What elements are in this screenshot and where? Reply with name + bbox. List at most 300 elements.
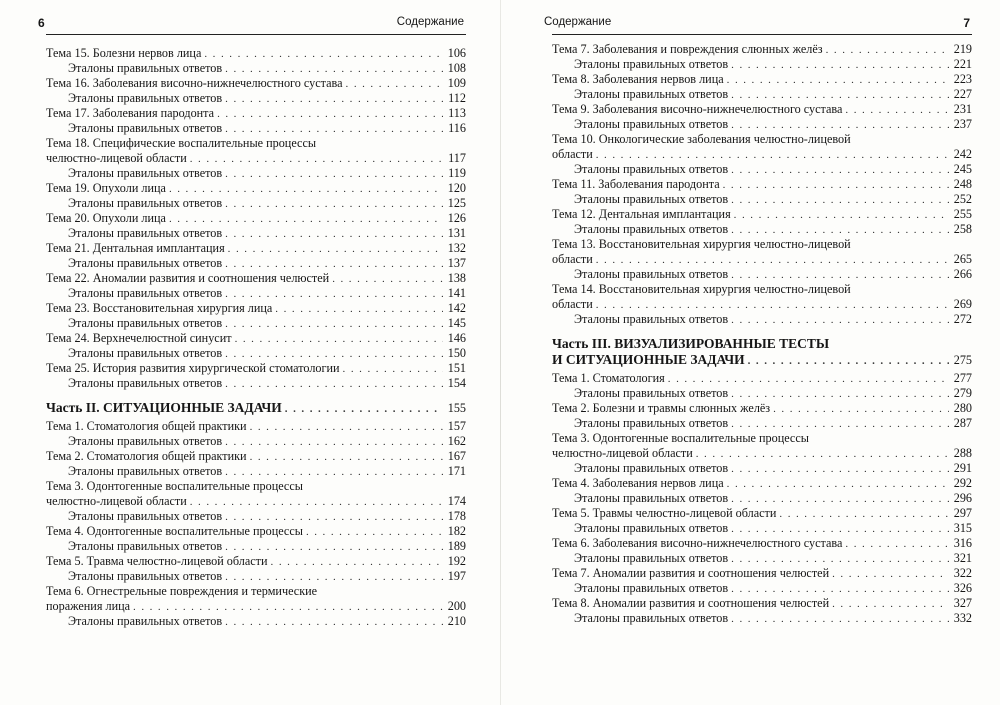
right-page bbox=[544, 0, 972, 705]
answer-key-entry bbox=[46, 464, 466, 479]
entry-title: Эталоны правильных ответов bbox=[574, 551, 729, 565]
toc-row bbox=[68, 614, 466, 629]
part-heading bbox=[46, 400, 466, 416]
toc-row bbox=[552, 102, 972, 117]
entry-page-number: 112 bbox=[448, 91, 466, 105]
entry-title: Тема 16. Заболевания височно-нижнечелюстного сустава bbox=[46, 76, 343, 90]
answer-key-entry bbox=[46, 91, 466, 106]
toc-row bbox=[68, 196, 466, 211]
entry-page-number: 119 bbox=[448, 166, 466, 180]
entry-title: Эталоны правильных ответов bbox=[68, 316, 223, 330]
toc-row bbox=[68, 61, 466, 76]
toc-row bbox=[574, 312, 972, 327]
dot-leader bbox=[731, 223, 949, 238]
entry-page-number: 145 bbox=[447, 316, 466, 330]
entry-title-line: Тема 14. Восстановительная хирургия челюстно-лицевой bbox=[552, 282, 851, 296]
topic-entry bbox=[552, 431, 972, 461]
dot-leader bbox=[169, 182, 443, 197]
answer-key-entry bbox=[552, 192, 972, 207]
toc-row bbox=[552, 177, 972, 192]
entry-page-number: 109 bbox=[447, 76, 466, 90]
entry-title: Тема 15. Болезни нервов лица bbox=[46, 46, 202, 60]
entry-title: Тема 12. Дентальная имплантация bbox=[552, 207, 731, 221]
entry-title: Тема 23. Восстановительная хирургия лица bbox=[46, 301, 273, 315]
dot-leader bbox=[731, 313, 949, 328]
topic-entry bbox=[46, 584, 466, 614]
entry-page-number: 272 bbox=[953, 312, 972, 326]
entry-page-number: 117 bbox=[448, 151, 466, 165]
entry-title: Эталоны правильных ответов bbox=[574, 312, 729, 326]
toc-row bbox=[46, 494, 466, 509]
entry-title: Эталоны правильных ответов bbox=[68, 121, 223, 135]
entry-title: области bbox=[552, 147, 593, 161]
topic-entry bbox=[46, 554, 466, 569]
entry-page-number: 227 bbox=[953, 87, 972, 101]
entry-page-number: 116 bbox=[448, 121, 466, 135]
dot-leader bbox=[826, 43, 949, 58]
dot-leader bbox=[306, 525, 443, 540]
topic-entry bbox=[46, 136, 466, 166]
toc-row bbox=[46, 76, 466, 91]
toc-row bbox=[552, 506, 972, 521]
toc-row bbox=[46, 241, 466, 256]
toc-row bbox=[552, 297, 972, 312]
entry-page-number: 321 bbox=[953, 551, 972, 565]
dot-leader bbox=[204, 47, 443, 62]
answer-key-entry bbox=[552, 611, 972, 626]
dot-leader bbox=[731, 193, 949, 208]
dot-leader bbox=[731, 118, 949, 133]
dot-leader bbox=[225, 377, 443, 392]
answer-key-entry bbox=[552, 267, 972, 282]
entry-title: Тема 24. Верхнечелюстной синусит bbox=[46, 331, 232, 345]
topic-entry bbox=[46, 46, 466, 61]
dot-leader bbox=[845, 103, 949, 118]
answer-key-entry bbox=[46, 614, 466, 629]
topic-entry bbox=[46, 106, 466, 121]
dot-leader bbox=[596, 148, 949, 163]
entry-title: Тема 1. Стоматология общей практики bbox=[46, 419, 247, 433]
entry-title: поражения лица bbox=[46, 599, 131, 613]
dot-leader bbox=[731, 492, 949, 507]
dot-leader bbox=[235, 332, 443, 347]
topic-entry bbox=[552, 102, 972, 117]
topic-entry bbox=[46, 479, 466, 509]
entry-page-number: 126 bbox=[447, 211, 466, 225]
toc-row bbox=[46, 106, 466, 121]
topic-entry bbox=[46, 271, 466, 286]
toc-row bbox=[552, 596, 972, 611]
dot-leader bbox=[731, 552, 949, 567]
topic-entry bbox=[46, 301, 466, 316]
answer-key-entry bbox=[46, 256, 466, 271]
table-of-contents bbox=[46, 46, 466, 629]
dot-leader bbox=[225, 510, 443, 525]
entry-title: челюстно-лицевой области bbox=[46, 151, 187, 165]
answer-key-entry bbox=[552, 57, 972, 72]
entry-title: Тема 21. Дентальная имплантация bbox=[46, 241, 225, 255]
entry-title: Тема 20. Опухоли лица bbox=[46, 211, 166, 225]
entry-title: Эталоны правильных ответов bbox=[68, 539, 223, 553]
entry-title: Эталоны правильных ответов bbox=[574, 222, 729, 236]
entry-page-number: 237 bbox=[953, 117, 972, 131]
topic-entry bbox=[552, 476, 972, 491]
toc-row bbox=[46, 400, 466, 416]
entry-title: Эталоны правильных ответов bbox=[68, 166, 223, 180]
dot-leader bbox=[727, 477, 949, 492]
toc-row bbox=[46, 46, 466, 61]
toc-row bbox=[46, 361, 466, 376]
toc-row bbox=[68, 569, 466, 584]
toc-row bbox=[574, 386, 972, 401]
toc-row bbox=[574, 611, 972, 626]
answer-key-entry bbox=[552, 491, 972, 506]
toc-row bbox=[46, 599, 466, 614]
toc-row bbox=[574, 117, 972, 132]
toc-row bbox=[46, 181, 466, 196]
entry-page-number: 151 bbox=[447, 361, 466, 375]
entry-page-number: 138 bbox=[447, 271, 466, 285]
toc-row bbox=[68, 166, 466, 181]
dot-leader bbox=[731, 582, 949, 597]
toc-row bbox=[68, 226, 466, 241]
entry-title-line: Тема 3. Одонтогенные воспалительные процессы bbox=[46, 479, 303, 493]
toc-row bbox=[574, 267, 972, 282]
dot-leader bbox=[271, 555, 443, 570]
entry-page-number: 280 bbox=[953, 401, 972, 415]
toc-row bbox=[46, 151, 466, 166]
dot-leader bbox=[225, 257, 443, 272]
entry-title: Эталоны правильных ответов bbox=[574, 87, 729, 101]
topic-entry bbox=[46, 331, 466, 346]
toc-row bbox=[574, 416, 972, 431]
toc-row bbox=[552, 352, 972, 368]
topic-entry bbox=[552, 282, 972, 312]
dot-leader bbox=[169, 212, 443, 227]
entry-title: Тема 8. Аномалии развития и соотношения челюстей bbox=[552, 596, 830, 610]
entry-title-line: Тема 10. Онкологические заболевания челюстно-лицевой bbox=[552, 132, 851, 146]
dot-leader bbox=[343, 362, 443, 377]
toc-row bbox=[574, 222, 972, 237]
dot-leader bbox=[225, 347, 443, 362]
topic-entry bbox=[552, 371, 972, 386]
entry-title: Тема 6. Заболевания височно-нижнечелюстного сустава bbox=[552, 536, 843, 550]
dot-leader bbox=[225, 435, 443, 450]
entry-title-line: Часть III. ВИЗУАЛИЗИРОВАННЫЕ ТЕСТЫ bbox=[552, 336, 830, 351]
running-header bbox=[38, 16, 466, 35]
toc-row bbox=[46, 524, 466, 539]
entry-title: Тема 25. История развития хирургической стоматологии bbox=[46, 361, 340, 375]
toc-row bbox=[46, 301, 466, 316]
toc-row bbox=[552, 536, 972, 551]
toc-row bbox=[574, 192, 972, 207]
dot-leader bbox=[133, 600, 443, 615]
entry-page-number: 248 bbox=[953, 177, 972, 191]
entry-title: Тема 4. Заболевания нервов лица bbox=[552, 476, 724, 490]
toc-row bbox=[552, 207, 972, 222]
toc-row bbox=[552, 446, 972, 461]
entry-title: Эталоны правильных ответов bbox=[68, 376, 223, 390]
topic-entry bbox=[46, 76, 466, 91]
dot-leader bbox=[727, 73, 949, 88]
dot-leader bbox=[832, 597, 949, 612]
entry-page-number: 252 bbox=[953, 192, 972, 206]
entry-page-number: 242 bbox=[953, 147, 972, 161]
entry-title: Эталоны правильных ответов bbox=[68, 226, 223, 240]
toc-row bbox=[68, 316, 466, 331]
entry-page-number: 125 bbox=[447, 196, 466, 210]
dot-leader bbox=[225, 570, 443, 585]
entry-page-number: 288 bbox=[953, 446, 972, 460]
toc-row bbox=[68, 91, 466, 106]
topic-entry bbox=[46, 361, 466, 376]
dot-leader bbox=[250, 450, 443, 465]
table-of-contents bbox=[552, 42, 972, 626]
entry-page-number: 297 bbox=[953, 506, 972, 520]
answer-key-entry bbox=[552, 581, 972, 596]
entry-page-number: 157 bbox=[447, 419, 466, 433]
topic-entry bbox=[46, 181, 466, 196]
toc-row bbox=[574, 491, 972, 506]
entry-page-number: 210 bbox=[447, 614, 466, 628]
entry-title: Тема 11. Заболевания пародонта bbox=[552, 177, 720, 191]
toc-row bbox=[46, 211, 466, 226]
entry-page-number: 326 bbox=[953, 581, 972, 595]
entry-title: И СИТУАЦИОННЫЕ ЗАДАЧИ bbox=[552, 352, 745, 367]
entry-page-number: 275 bbox=[953, 353, 972, 367]
dot-leader bbox=[731, 417, 949, 432]
dot-leader bbox=[731, 58, 949, 73]
toc-row bbox=[46, 419, 466, 434]
entry-title: Тема 5. Травма челюстно-лицевой области bbox=[46, 554, 268, 568]
entry-page-number: 200 bbox=[447, 599, 466, 613]
entry-page-number: 155 bbox=[447, 401, 466, 415]
answer-key-entry bbox=[552, 222, 972, 237]
toc-row bbox=[552, 72, 972, 87]
toc-row bbox=[68, 376, 466, 391]
entry-title: Эталоны правильных ответов bbox=[574, 491, 729, 505]
answer-key-entry bbox=[46, 121, 466, 136]
dot-leader bbox=[225, 287, 443, 302]
entry-page-number: 146 bbox=[447, 331, 466, 345]
dot-leader bbox=[190, 495, 443, 510]
toc-row bbox=[574, 581, 972, 596]
topic-entry bbox=[552, 536, 972, 551]
entry-page-number: 316 bbox=[953, 536, 972, 550]
topic-entry bbox=[46, 211, 466, 226]
dot-leader bbox=[731, 612, 949, 627]
entry-title: Тема 2. Стоматология общей практики bbox=[46, 449, 247, 463]
answer-key-entry bbox=[46, 539, 466, 554]
entry-page-number: 141 bbox=[447, 286, 466, 300]
topic-entry bbox=[552, 132, 972, 162]
toc-row bbox=[68, 256, 466, 271]
dot-leader bbox=[228, 242, 443, 257]
entry-title: челюстно-лицевой области bbox=[46, 494, 187, 508]
toc-row bbox=[68, 346, 466, 361]
toc-row bbox=[46, 271, 466, 286]
running-title: Содержание bbox=[544, 16, 612, 28]
toc-row bbox=[68, 434, 466, 449]
toc-row bbox=[68, 121, 466, 136]
dot-leader bbox=[723, 178, 949, 193]
entry-title: Тема 1. Стоматология bbox=[552, 371, 665, 385]
page-number: 6 bbox=[38, 16, 45, 30]
dot-leader bbox=[773, 402, 949, 417]
dot-leader bbox=[225, 540, 443, 555]
dot-leader bbox=[731, 462, 949, 477]
answer-key-entry bbox=[552, 386, 972, 401]
dot-leader bbox=[668, 372, 949, 387]
entry-title: Тема 22. Аномалии развития и соотношения челюстей bbox=[46, 271, 330, 285]
entry-page-number: 223 bbox=[953, 72, 972, 86]
entry-title: Эталоны правильных ответов bbox=[68, 509, 223, 523]
answer-key-entry bbox=[46, 346, 466, 361]
toc-row bbox=[552, 42, 972, 57]
entry-page-number: 108 bbox=[447, 61, 466, 75]
running-header bbox=[544, 16, 972, 35]
entry-title: Эталоны правильных ответов bbox=[68, 286, 223, 300]
entry-title-line: Тема 6. Огнестрельные повреждения и термические bbox=[46, 584, 318, 598]
entry-page-number: 219 bbox=[953, 42, 972, 56]
answer-key-entry bbox=[552, 461, 972, 476]
dot-leader bbox=[731, 268, 949, 283]
toc-row bbox=[574, 162, 972, 177]
entry-title: Тема 8. Заболевания нервов лица bbox=[552, 72, 724, 86]
entry-title: Эталоны правильных ответов bbox=[574, 267, 729, 281]
dot-leader bbox=[285, 401, 443, 417]
topic-entry bbox=[46, 419, 466, 434]
entry-title: Эталоны правильных ответов bbox=[68, 256, 223, 270]
part-heading bbox=[552, 336, 972, 368]
dot-leader bbox=[748, 353, 949, 369]
topic-entry bbox=[46, 524, 466, 539]
entry-title-line: Тема 3. Одонтогенные воспалительные процессы bbox=[552, 431, 809, 445]
dot-leader bbox=[731, 387, 949, 402]
dot-leader bbox=[225, 92, 443, 107]
entry-page-number: 255 bbox=[953, 207, 972, 221]
toc-row bbox=[552, 252, 972, 267]
entry-title: Эталоны правильных ответов bbox=[574, 581, 729, 595]
entry-title: Тема 17. Заболевания пародонта bbox=[46, 106, 215, 120]
entry-title: Тема 4. Одонтогенные воспалительные процессы bbox=[46, 524, 303, 538]
toc-row bbox=[552, 566, 972, 581]
entry-title: Эталоны правильных ответов bbox=[68, 61, 223, 75]
entry-title: Тема 9. Заболевания височно-нижнечелюстного сустава bbox=[552, 102, 843, 116]
dot-leader bbox=[225, 62, 443, 77]
entry-page-number: 287 bbox=[953, 416, 972, 430]
dot-leader bbox=[275, 302, 443, 317]
entry-page-number: 142 bbox=[447, 301, 466, 315]
dot-leader bbox=[346, 77, 443, 92]
entry-page-number: 332 bbox=[953, 611, 972, 625]
toc-row bbox=[46, 554, 466, 569]
topic-entry bbox=[46, 449, 466, 464]
entry-title: Тема 19. Опухоли лица bbox=[46, 181, 166, 195]
page-number: 7 bbox=[963, 16, 970, 30]
answer-key-entry bbox=[46, 509, 466, 524]
toc-row bbox=[68, 539, 466, 554]
toc-row bbox=[552, 401, 972, 416]
dot-leader bbox=[832, 567, 949, 582]
entry-title: Эталоны правильных ответов bbox=[574, 192, 729, 206]
entry-title: Тема 2. Болезни и травмы слюнных желёз bbox=[552, 401, 771, 415]
entry-title-line: Тема 18. Специфические воспалительные процессы bbox=[46, 136, 317, 150]
topic-entry bbox=[552, 237, 972, 267]
dot-leader bbox=[845, 537, 949, 552]
answer-key-entry bbox=[46, 569, 466, 584]
answer-key-entry bbox=[552, 551, 972, 566]
entry-title: области bbox=[552, 297, 593, 311]
entry-page-number: 292 bbox=[953, 476, 972, 490]
toc-row bbox=[574, 521, 972, 536]
toc-row bbox=[68, 286, 466, 301]
answer-key-entry bbox=[552, 162, 972, 177]
running-title: Содержание bbox=[396, 16, 464, 28]
answer-key-entry bbox=[46, 166, 466, 181]
answer-key-entry bbox=[46, 434, 466, 449]
dot-leader bbox=[250, 420, 443, 435]
entry-title-line: Тема 13. Восстановительная хирургия челюстно-лицевой bbox=[552, 237, 851, 251]
entry-title: Эталоны правильных ответов bbox=[68, 614, 223, 628]
entry-page-number: 322 bbox=[953, 566, 972, 580]
entry-title: Эталоны правильных ответов bbox=[574, 57, 729, 71]
dot-leader bbox=[779, 507, 949, 522]
entry-title: челюстно-лицевой области bbox=[552, 446, 693, 460]
entry-page-number: 192 bbox=[447, 554, 466, 568]
topic-entry bbox=[552, 72, 972, 87]
entry-page-number: 132 bbox=[447, 241, 466, 255]
entry-title: Эталоны правильных ответов bbox=[574, 386, 729, 400]
toc-row bbox=[574, 551, 972, 566]
dot-leader bbox=[332, 272, 443, 287]
dot-leader bbox=[225, 317, 443, 332]
entry-page-number: 258 bbox=[953, 222, 972, 236]
toc-row bbox=[552, 476, 972, 491]
entry-title: Эталоны правильных ответов bbox=[574, 461, 729, 475]
toc-row bbox=[46, 449, 466, 464]
left-page bbox=[38, 0, 466, 705]
entry-title: Эталоны правильных ответов bbox=[574, 117, 729, 131]
dot-leader bbox=[734, 208, 949, 223]
entry-page-number: 197 bbox=[447, 569, 466, 583]
topic-entry bbox=[552, 506, 972, 521]
answer-key-entry bbox=[46, 316, 466, 331]
entry-title: Тема 7. Аномалии развития и соотношения челюстей bbox=[552, 566, 830, 580]
answer-key-entry bbox=[552, 416, 972, 431]
toc-row bbox=[552, 371, 972, 386]
book-gutter bbox=[500, 0, 501, 705]
toc-row bbox=[68, 464, 466, 479]
toc-row bbox=[46, 331, 466, 346]
answer-key-entry bbox=[552, 521, 972, 536]
dot-leader bbox=[225, 465, 443, 480]
topic-entry bbox=[552, 401, 972, 416]
entry-title: Эталоны правильных ответов bbox=[68, 346, 223, 360]
dot-leader bbox=[225, 122, 443, 137]
entry-page-number: 106 bbox=[447, 46, 466, 60]
dot-leader bbox=[225, 167, 443, 182]
entry-title: Эталоны правильных ответов bbox=[68, 569, 223, 583]
topic-entry bbox=[46, 241, 466, 256]
answer-key-entry bbox=[46, 226, 466, 241]
entry-page-number: 137 bbox=[447, 256, 466, 270]
topic-entry bbox=[552, 596, 972, 611]
entry-page-number: 277 bbox=[953, 371, 972, 385]
dot-leader bbox=[217, 107, 443, 122]
toc-row bbox=[574, 461, 972, 476]
answer-key-entry bbox=[552, 87, 972, 102]
